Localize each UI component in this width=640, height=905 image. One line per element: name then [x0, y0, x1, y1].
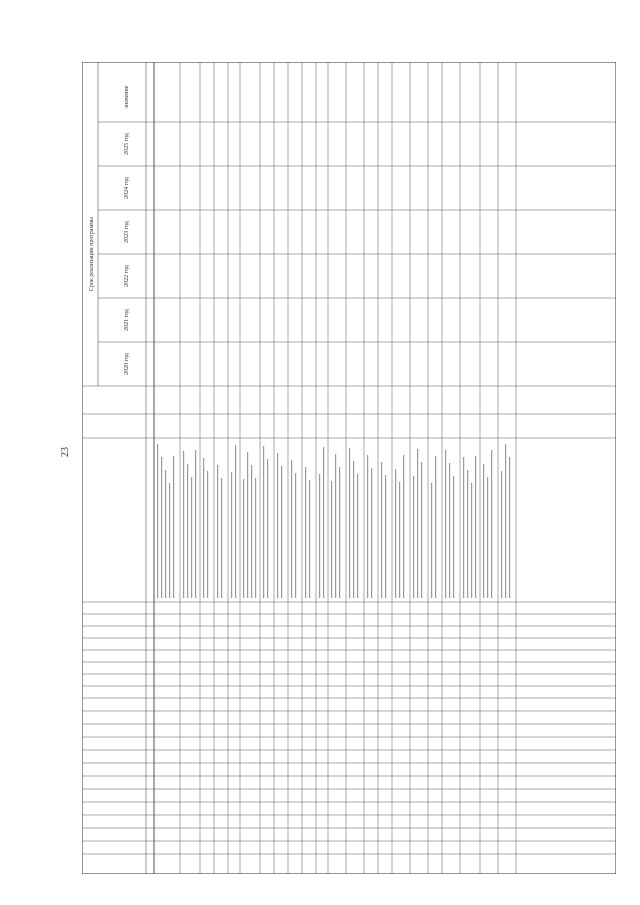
name-text-line	[291, 460, 292, 598]
name-text-line	[161, 457, 162, 598]
name-text-line	[281, 466, 282, 598]
name-text-line	[331, 481, 332, 598]
name-text-line	[453, 476, 454, 598]
name-text-line	[191, 477, 192, 598]
name-text-line	[165, 470, 166, 598]
name-text-line	[263, 446, 264, 598]
name-text-line	[169, 483, 170, 598]
name-text-line	[421, 462, 422, 598]
name-text-line	[247, 452, 248, 598]
name-text-line	[277, 453, 278, 598]
name-text-line	[475, 456, 476, 598]
name-text-line	[323, 447, 324, 598]
name-text-line	[505, 444, 506, 598]
name-text-line	[435, 456, 436, 598]
year-header: 2025 год	[124, 133, 130, 155]
name-text-line	[399, 482, 400, 598]
name-text-line	[483, 464, 484, 598]
name-text-line	[449, 463, 450, 598]
year-header: 2022 год	[124, 265, 130, 287]
name-text-line	[501, 471, 502, 598]
name-text-line	[445, 450, 446, 598]
page-number: 23	[60, 447, 71, 457]
program-table	[82, 62, 616, 874]
name-text-line	[221, 478, 222, 598]
name-text-line	[173, 456, 174, 598]
name-text-line	[217, 465, 218, 598]
name-text-line	[491, 450, 492, 598]
name-text-line	[395, 469, 396, 598]
year-header: 2024 год	[124, 177, 130, 199]
name-text-line	[381, 462, 382, 598]
rotated-table-page	[82, 62, 616, 874]
name-text-line	[305, 467, 306, 598]
name-text-line	[195, 450, 196, 598]
name-text-line	[417, 449, 418, 598]
name-text-line	[295, 473, 296, 598]
year-header: 2021 год	[124, 309, 130, 331]
name-text-line	[309, 480, 310, 598]
periods-group-header: Срок реализации программы	[89, 216, 95, 292]
name-text-line	[463, 457, 464, 598]
name-text-line	[487, 477, 488, 598]
year-header: 2020 год	[124, 353, 130, 375]
name-text-line	[353, 461, 354, 598]
year-header: 2023 год	[124, 221, 130, 243]
name-text-line	[207, 471, 208, 598]
name-text-line	[509, 457, 510, 598]
name-text-line	[267, 459, 268, 598]
name-text-line	[349, 448, 350, 598]
name-text-line	[183, 451, 184, 598]
name-text-line	[467, 470, 468, 598]
name-text-line	[255, 478, 256, 598]
name-text-line	[335, 454, 336, 598]
name-text-line	[385, 475, 386, 598]
name-text-line	[243, 479, 244, 598]
name-text-line	[157, 444, 158, 598]
name-text-line	[471, 483, 472, 598]
name-text-line	[235, 445, 236, 598]
name-text-line	[413, 476, 414, 598]
name-text-line	[187, 464, 188, 598]
name-text-line	[319, 474, 320, 598]
name-text-line	[371, 468, 372, 598]
name-text-line	[203, 458, 204, 598]
name-text-line	[403, 455, 404, 598]
name-text-line	[231, 472, 232, 598]
name-text-line	[251, 465, 252, 598]
name-text-line	[339, 467, 340, 598]
name-text-line	[367, 455, 368, 598]
name-text-line	[357, 474, 358, 598]
final-value-header: значение	[124, 85, 130, 109]
name-text-line	[431, 483, 432, 598]
